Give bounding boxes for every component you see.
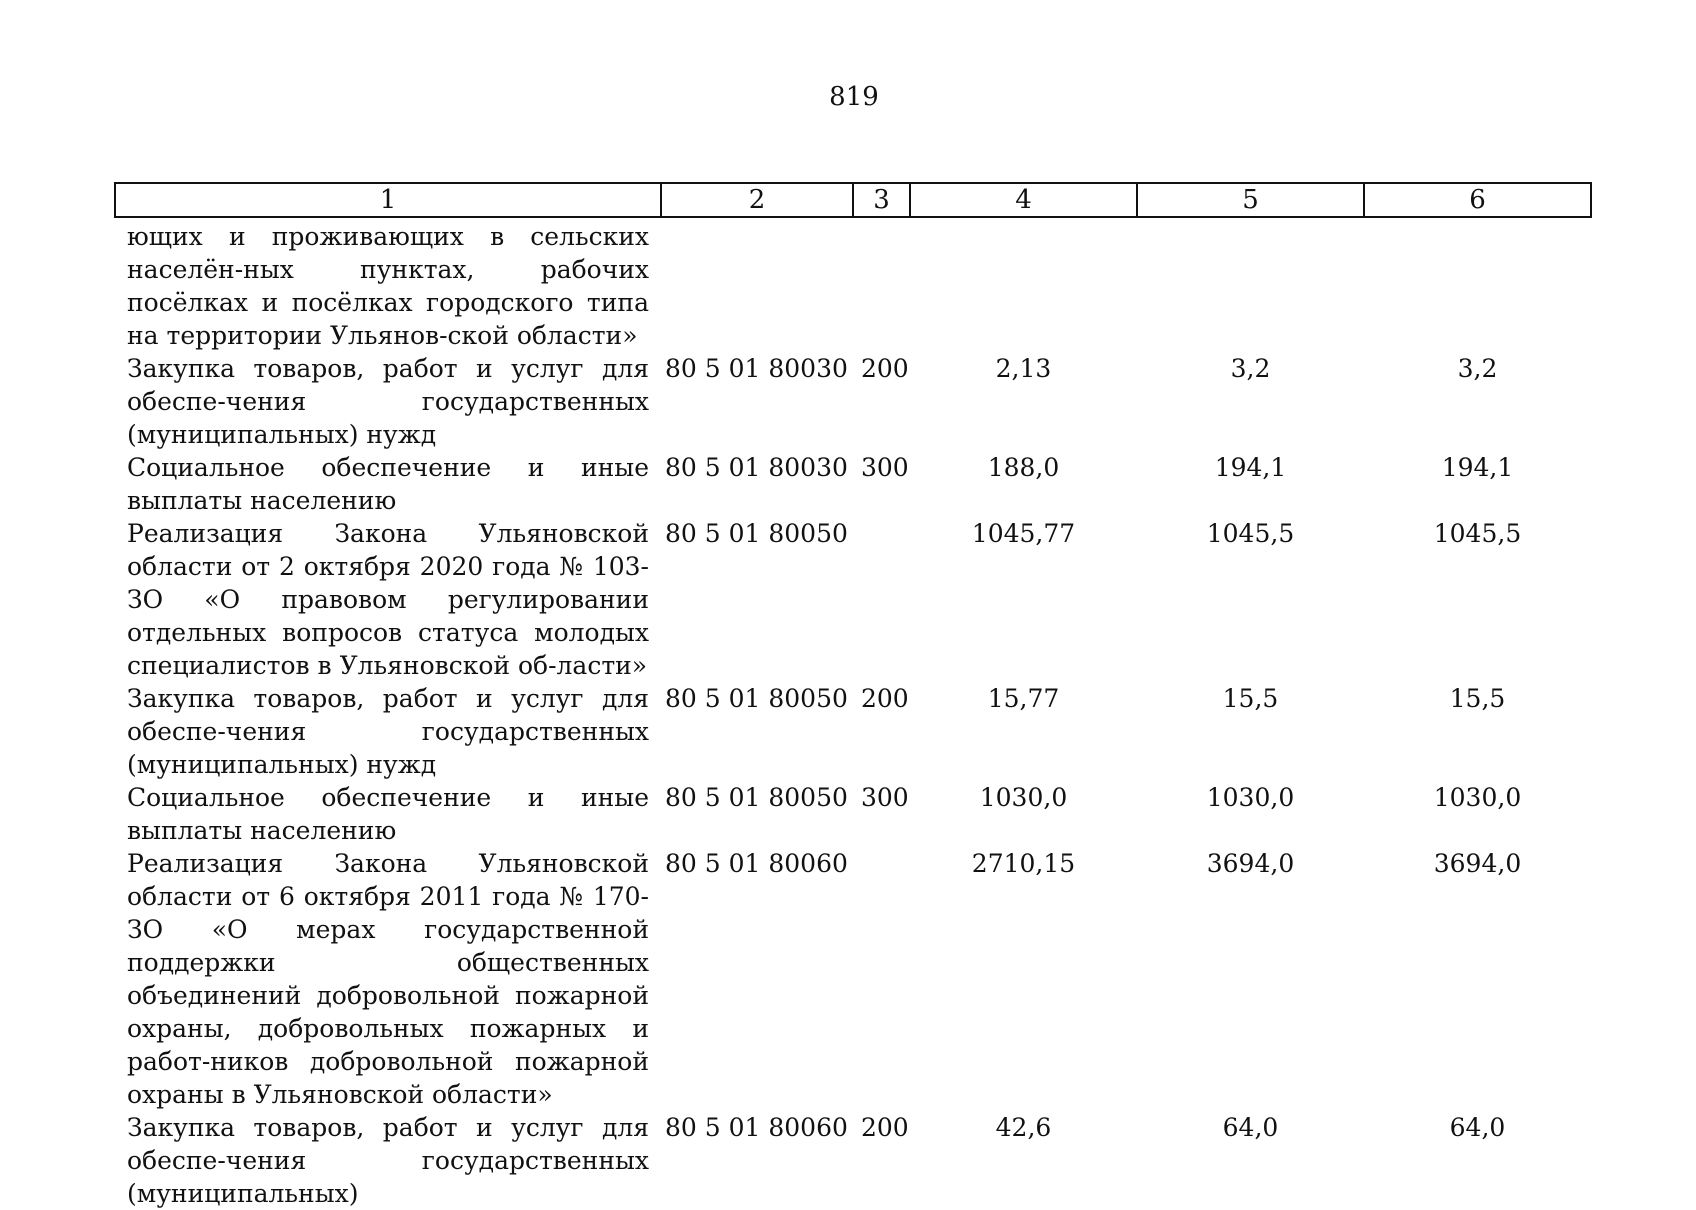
row-value-5 xyxy=(1137,217,1364,352)
row-vr xyxy=(853,217,910,352)
row-name: ющих и проживающих в сельских населён-ных пунктах, рабочих посёлках и посёлках городского типа на территории Ульянов-ской области» xyxy=(127,222,649,350)
page-number-text: 819 xyxy=(829,82,879,112)
budget-table-container xyxy=(114,182,1590,1210)
row-code: 80 5 01 80050 xyxy=(665,684,848,713)
row-code: 80 5 01 80060 xyxy=(665,849,848,878)
row-vr: 200 xyxy=(861,1113,909,1142)
row-value-4: 1030,0 xyxy=(979,783,1068,812)
header-col-1: 1 xyxy=(115,183,661,217)
row-code: 80 5 01 80030 xyxy=(665,453,848,482)
row-name: Социальное обеспечение и иные выплаты населению xyxy=(127,453,649,515)
row-value-6: 64,0 xyxy=(1449,1113,1506,1142)
row-code xyxy=(661,217,853,352)
row-value-6: 3694,0 xyxy=(1433,849,1522,878)
table-row xyxy=(115,1111,1591,1210)
row-value-5: 194,1 xyxy=(1214,453,1287,482)
row-code: 80 5 01 80060 xyxy=(665,1113,848,1142)
table-row xyxy=(115,217,1591,352)
row-name: Социальное обеспечение и иные выплаты населению xyxy=(127,783,649,845)
row-vr xyxy=(853,847,910,1111)
row-value-4: 42,6 xyxy=(995,1113,1052,1142)
row-vr: 300 xyxy=(861,783,909,812)
header-col-6: 6 xyxy=(1364,183,1591,217)
table-row xyxy=(115,451,1591,517)
row-name: Закупка товаров, работ и услуг для обеспе-чения государственных (муниципальных) нужд xyxy=(127,354,649,449)
table-row xyxy=(115,847,1591,1111)
row-value-6 xyxy=(1364,217,1591,352)
table-row xyxy=(115,682,1591,781)
table-body xyxy=(115,217,1591,1210)
table-header xyxy=(115,183,1591,217)
row-name: Закупка товаров, работ и услуг для обеспе-чения государственных (муниципальных) xyxy=(127,1113,649,1208)
row-value-5: 64,0 xyxy=(1222,1113,1279,1142)
row-name: Реализация Закона Ульяновской области от 6 октября 2011 года № 170-ЗО «О мерах государственной поддержки общественных объединений добровольной пожарной охраны, добровольных пожарных и работ-ников добровольной пожарной охраны в Ульяновской области» xyxy=(127,849,649,1109)
row-value-5: 1030,0 xyxy=(1206,783,1295,812)
header-col-2: 2 xyxy=(661,183,853,217)
budget-table xyxy=(114,182,1592,1210)
row-value-5: 1045,5 xyxy=(1206,519,1295,548)
row-value-4: 2,13 xyxy=(995,354,1052,383)
row-name: Реализация Закона Ульяновской области от 2 октября 2020 года № 103-ЗО «О правовом регулировании отдельных вопросов статуса молодых специалистов в Ульяновской об-ласти» xyxy=(127,519,649,680)
row-vr: 300 xyxy=(861,453,909,482)
row-vr xyxy=(853,517,910,682)
table-row xyxy=(115,352,1591,451)
row-code: 80 5 01 80050 xyxy=(665,519,848,548)
page-number xyxy=(0,82,1696,112)
row-value-5: 3694,0 xyxy=(1206,849,1295,878)
header-col-5: 5 xyxy=(1137,183,1364,217)
row-value-6: 1030,0 xyxy=(1433,783,1522,812)
row-value-6: 194,1 xyxy=(1441,453,1514,482)
row-name: Закупка товаров, работ и услуг для обеспе-чения государственных (муниципальных) нужд xyxy=(127,684,649,779)
table-row xyxy=(115,517,1591,682)
table-row xyxy=(115,781,1591,847)
row-vr: 200 xyxy=(861,354,909,383)
row-code: 80 5 01 80030 xyxy=(665,354,848,383)
header-col-4: 4 xyxy=(910,183,1137,217)
row-value-4: 15,77 xyxy=(987,684,1060,713)
row-value-4 xyxy=(910,217,1137,352)
row-value-6: 1045,5 xyxy=(1433,519,1522,548)
row-code: 80 5 01 80050 xyxy=(665,783,848,812)
row-value-5: 15,5 xyxy=(1222,684,1279,713)
row-value-4: 1045,77 xyxy=(971,519,1076,548)
row-value-4: 188,0 xyxy=(987,453,1060,482)
row-value-5: 3,2 xyxy=(1230,354,1271,383)
row-value-4: 2710,15 xyxy=(971,849,1076,878)
header-col-3: 3 xyxy=(853,183,910,217)
row-vr: 200 xyxy=(861,684,909,713)
row-value-6: 3,2 xyxy=(1457,354,1498,383)
header-row xyxy=(115,183,1591,217)
row-value-6: 15,5 xyxy=(1449,684,1506,713)
